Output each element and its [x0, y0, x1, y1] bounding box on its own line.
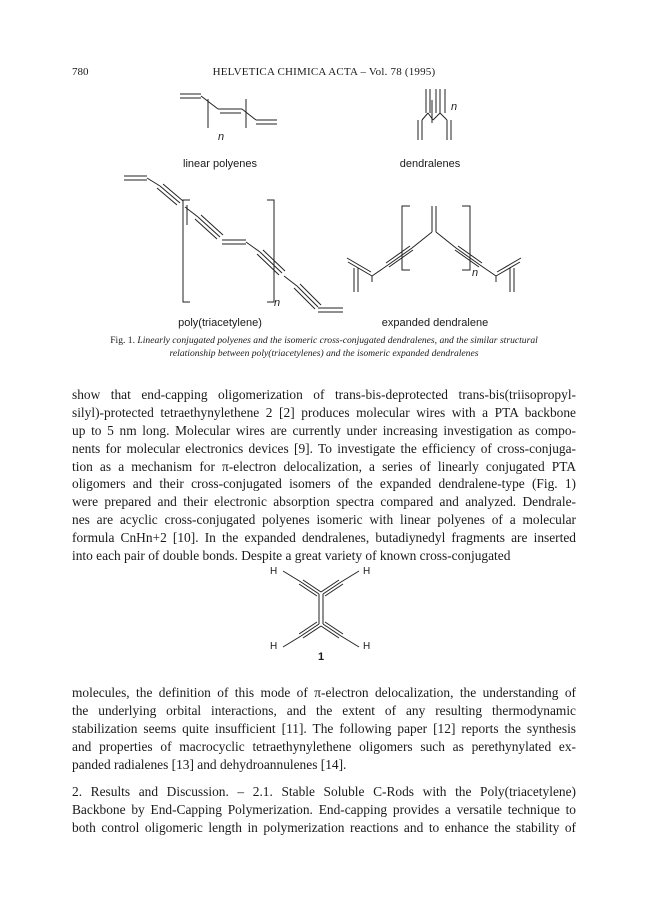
- poly-triacetylene-structure: [124, 176, 343, 312]
- label-poly-triacetylene: poly(triacetylene): [178, 317, 262, 329]
- page-number: 780: [72, 66, 89, 78]
- text-line: silyl)-protected tetraethynylethene 2 [2] produces molecular wires with a PTA backbone: [72, 404, 576, 420]
- text-line: Backbone by End-Capping Polymerization. End-capping provides a versatile technique to: [72, 801, 576, 817]
- text-line: show that end-capping oligomerization of trans-bis-deprotected trans-bis(triisopropyl-: [72, 387, 576, 402]
- text-line: up to 5 nm long. Molecular wires are currently under increasing investigation as compo-: [72, 422, 576, 438]
- label-expanded-dendralene: expanded dendralene: [381, 317, 489, 329]
- text-line: both control oligomeric length in polymerization reactions and to enhance the stability of: [72, 819, 576, 835]
- text-line: 2. Results and Discussion. – 2.1. Stable Soluble C-Rods with the Poly(triacetylene): [72, 784, 576, 799]
- n-subscript-dendralene: n: [451, 101, 458, 113]
- figure-1-structures: [0, 0, 648, 330]
- linear-polyene-structure: [180, 94, 277, 128]
- text-line: and properties of macrocyclic tetraethynylethene oligomers such as perethynylated ex-: [72, 738, 576, 754]
- n-subscript-pta: n: [274, 297, 281, 309]
- text-line: tion as a mechanism for π-electron delocalization, a series of linearly conjugated PTA: [72, 458, 576, 474]
- expanded-dendralene-structure: [347, 206, 521, 292]
- label-dendralenes: dendralenes: [399, 158, 461, 170]
- text-line: nents for molecular electronics devices [9]. To investigate the efficiency of cross-conjuga-: [72, 440, 576, 456]
- n-subscript-linear: n: [218, 131, 225, 143]
- text-line: formula CnHn+2 [10]. In the expanded dendralenes, butadiynedyl fragments are inserted: [72, 530, 576, 546]
- running-head: HELVETICA CHIMICA ACTA – Vol. 78 (1995): [212, 66, 436, 78]
- body-paragraph-1: [72, 386, 576, 565]
- atom-h-bottom-left: H: [270, 641, 278, 652]
- text-line: nes are acyclic cross-conjugated polyenes isomeric with linear polyenes of a molecular: [72, 512, 576, 528]
- body-paragraph-2: [72, 684, 576, 773]
- atom-h-bottom-right: H: [363, 641, 371, 652]
- text-line: molecules, the definition of this mode of π-electron delocalization, the understanding of: [72, 685, 576, 700]
- compound-label-1: 1: [318, 651, 325, 663]
- body-paragraph-3: [72, 783, 576, 837]
- atom-h-top-left: H: [270, 566, 278, 577]
- text-line: oligomers and their cross-conjugated isomers of the expanded dendralene-type (Fig. 1): [72, 476, 576, 492]
- text-line: were prepared and their electronic absorption spectra compared and analyzed. Dendrale-: [72, 494, 576, 510]
- text-line: stabilization seems quite insufficient [11]. The following paper [12] reports the synthesis: [72, 720, 576, 736]
- dendralene-structure: [418, 89, 451, 140]
- n-subscript-expanded: n: [472, 267, 479, 279]
- text-line: panded radialenes [13] and dehydroannulenes [14].: [72, 756, 347, 772]
- figure-caption: [96, 334, 552, 360]
- atom-h-top-right: H: [363, 566, 371, 577]
- caption-lead: Fig. 1.: [110, 335, 135, 346]
- caption-text: Linearly conjugated polyenes and the isomeric cross-conjugated dendralenes, and the similar structural relationship between poly(triacetylenes) and the isomeric expanded dendralenes: [137, 335, 538, 359]
- text-line: the underlying orbital interactions, and the extent of any resulting thermodynamic: [72, 702, 576, 718]
- text-line: into each pair of double bonds. Despite a great variety of known cross-conjugated: [72, 548, 511, 564]
- label-linear-polyenes: linear polyenes: [183, 158, 257, 170]
